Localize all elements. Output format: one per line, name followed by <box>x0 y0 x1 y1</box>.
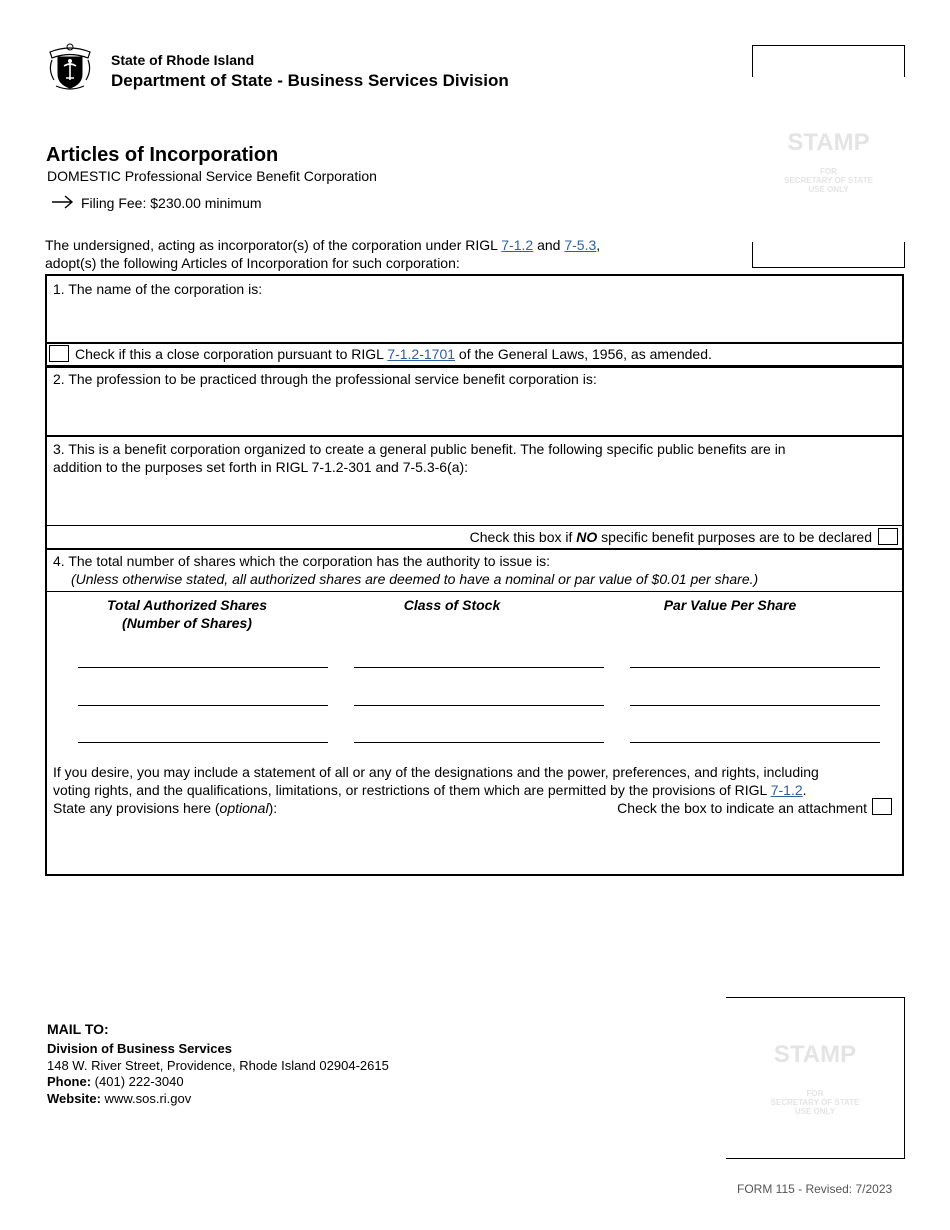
section-2-label: 2. The profession to be practiced through the professional service benefit corporation is: <box>53 371 597 387</box>
attachment-text: Check the box to indicate an attachment <box>617 800 867 816</box>
close-corporation-text <box>75 345 712 363</box>
website-label: Website: <box>47 1091 101 1106</box>
stamp-box-top <box>752 45 905 268</box>
mail-division: Division of Business Services <box>47 1041 232 1056</box>
shares-row-1-total[interactable] <box>78 667 328 668</box>
section-3-line-1: 3. This is a benefit corporation organized to create a general public benefit. The following specific public benefits are in <box>53 441 786 457</box>
rigl-7-1-2-provisions-link[interactable]: 7-1.2 <box>770 782 803 798</box>
col-par-value: Par Value Per Share <box>663 597 797 613</box>
stamp-box-bottom <box>726 997 905 1159</box>
col-total-shares <box>87 596 287 632</box>
no-benefit-text <box>470 528 872 546</box>
public-benefits-field[interactable] <box>47 478 902 524</box>
phone-value: (401) 222-3040 <box>91 1074 184 1089</box>
col-total-shares-line1: Total Authorized Shares <box>107 597 267 613</box>
col-total-shares-line2: (Number of Shares) <box>122 615 252 631</box>
corporation-name-field[interactable] <box>47 300 902 342</box>
nobenefit-emph: NO <box>576 529 598 545</box>
stamp-label: STAMP <box>787 129 870 156</box>
provisions-line3-emph: optional <box>219 800 269 816</box>
close-corporation-checkbox[interactable] <box>49 345 69 362</box>
provisions-line2-part2: . <box>802 782 807 798</box>
shares-row-2-class[interactable] <box>354 705 604 706</box>
col-class-of-stock: Class of Stock <box>403 597 501 613</box>
form-footer: FORM 115 - Revised: 7/2023 <box>737 1182 893 1196</box>
rigl-7-1-2-1701-link[interactable]: 7-1.2-1701 <box>387 346 456 362</box>
document-subtitle: DOMESTIC Professional Service Benefit Corporation <box>47 168 377 184</box>
header-department: Department of State - Business Services Division <box>111 71 509 90</box>
rigl-7-5-3-link[interactable]: 7-5.3 <box>564 237 597 253</box>
document-title: Articles of Incorporation <box>46 144 279 166</box>
section-1-label: 1. The name of the corporation is: <box>53 281 263 297</box>
stamp-bottom-note-3: USE ONLY <box>794 1107 836 1116</box>
shares-row-2-total[interactable] <box>78 705 328 706</box>
close-part2: of the General Laws, 1956, as amended. <box>455 346 712 362</box>
provisions-line-3 <box>53 799 277 817</box>
provisions-line-2 <box>53 781 807 799</box>
stamp-bottom-note-2: SECRETARY OF STATE <box>770 1098 860 1107</box>
mail-to-heading: MAIL TO: <box>47 1021 109 1037</box>
no-benefit-checkbox[interactable] <box>878 528 898 545</box>
attachment-checkbox[interactable] <box>872 798 892 815</box>
shares-row-3-par[interactable] <box>630 742 880 743</box>
nobenefit-part2: specific benefit purposes are to be declared <box>597 529 872 545</box>
filing-fee: Filing Fee: $230.00 minimum <box>81 195 262 211</box>
provisions-line3-part2: ): <box>268 800 278 816</box>
state-seal-icon <box>44 42 96 92</box>
section-3-line-2: addition to the purposes set forth in RIGL 7-1.2-301 and 7-5.3-6(a): <box>53 459 469 475</box>
stamp-label-bottom: STAMP <box>773 1041 857 1068</box>
articles-form <box>45 274 904 876</box>
arrow-right-icon <box>50 194 76 213</box>
intro-part3: , <box>596 237 601 253</box>
stamp-note-3: USE ONLY <box>808 185 849 194</box>
shares-row-1-par[interactable] <box>630 667 880 668</box>
intro-line2: adopt(s) the following Articles of Incorporation for such corporation: <box>45 255 460 271</box>
shares-row-3-total[interactable] <box>78 742 328 743</box>
mail-website <box>47 1091 191 1106</box>
section-4-label: 4. The total number of shares which the corporation has the authority to issue is: <box>53 553 551 569</box>
stamp-note-1: FOR <box>820 167 837 176</box>
provisions-field[interactable] <box>47 820 902 874</box>
section-4-note: (Unless otherwise stated, all authorized shares are deemed to have a nominal or par value of $0.01 per share.) <box>71 571 759 587</box>
mail-phone <box>47 1074 184 1089</box>
shares-row-3-class[interactable] <box>354 742 604 743</box>
nobenefit-part1: Check this box if <box>469 529 577 545</box>
intro-text <box>45 236 685 272</box>
profession-field[interactable] <box>47 390 902 434</box>
header-state: State of Rhode Island <box>111 52 255 68</box>
shares-row-2-par[interactable] <box>630 705 880 706</box>
intro-part1: The undersigned, acting as incorporator(s) of the corporation under RIGL <box>45 237 502 253</box>
stamp-note-2: SECRETARY OF STATE <box>784 176 873 185</box>
rigl-7-1-2-link[interactable]: 7-1.2 <box>501 237 534 253</box>
provisions-line-1: If you desire, you may include a statement of all or any of the designations and the power, preferences, and rights, including <box>53 764 819 780</box>
provisions-line3-part1: State any provisions here ( <box>53 800 220 816</box>
shares-row-1-class[interactable] <box>354 667 604 668</box>
phone-label: Phone: <box>47 1074 92 1089</box>
website-value: www.sos.ri.gov <box>100 1091 192 1106</box>
provisions-line2-part1: voting rights, and the qualifications, limitations, or restrictions of them which are permitted by the provisions of RIGL <box>53 782 771 798</box>
mail-address: 148 W. River Street, Providence, Rhode Island 02904-2615 <box>47 1058 389 1073</box>
stamp-bottom-note-1: FOR <box>806 1089 824 1098</box>
intro-part2: and <box>533 237 565 253</box>
close-part1: Check if this a close corporation pursuant to RIGL <box>75 346 388 362</box>
